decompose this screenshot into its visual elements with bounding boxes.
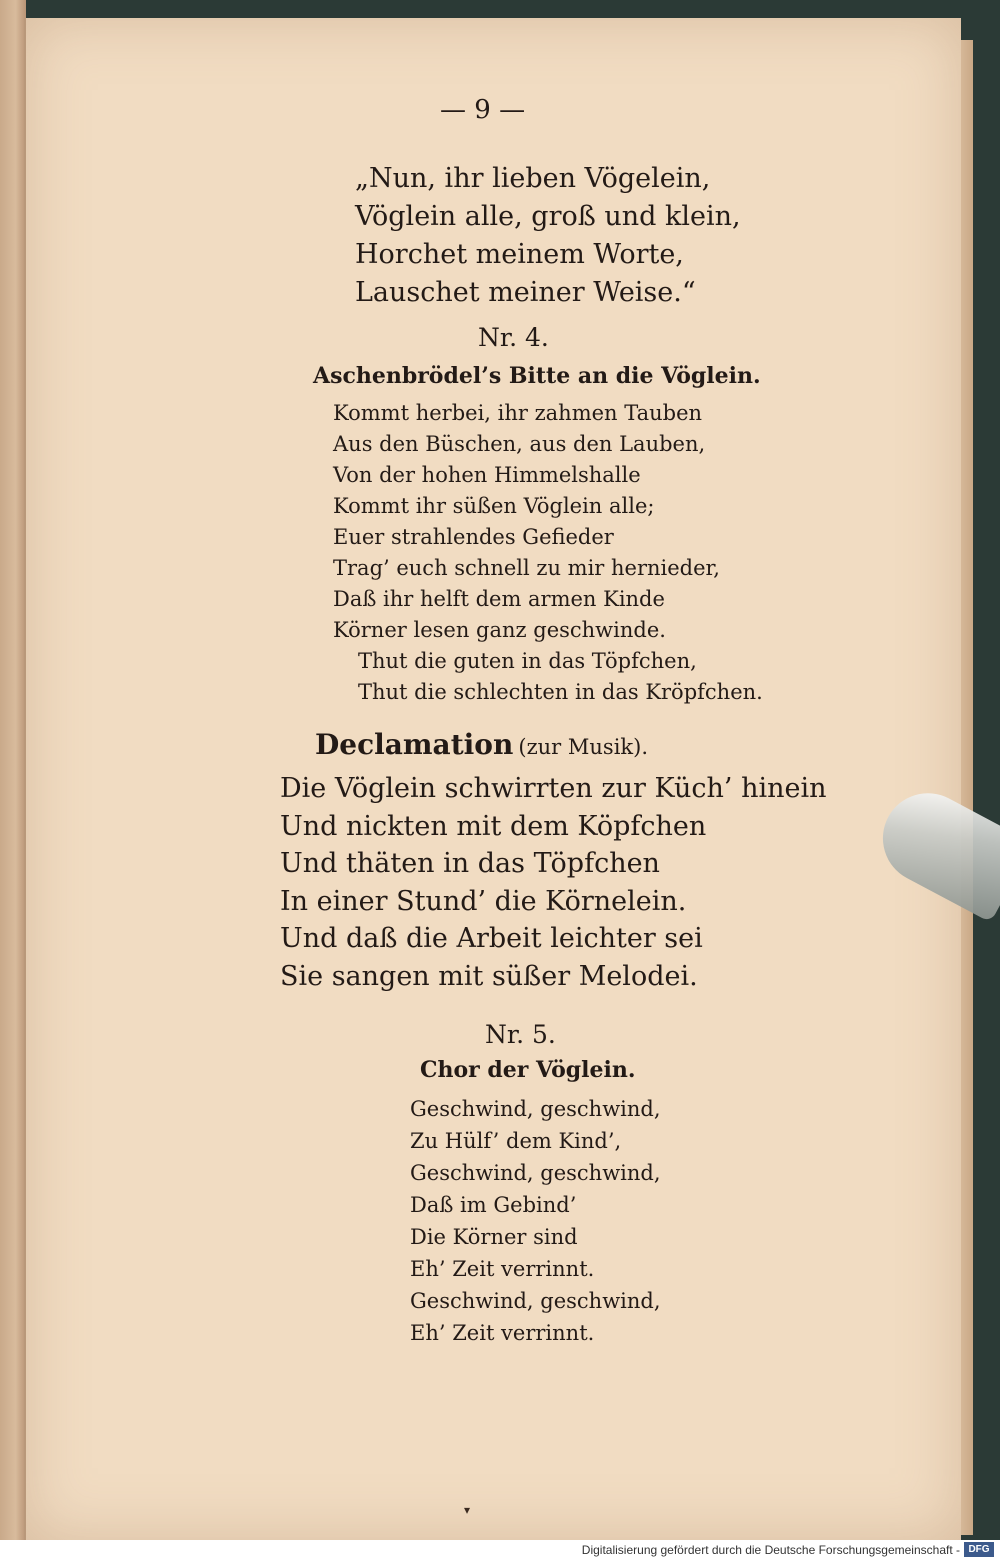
verse-line-indented: Thut die guten in das Töpfchen, [358,649,697,673]
verse-line: Zu Hülf’ dem Kind’, [410,1129,622,1153]
section-4-verse [333,398,763,708]
verse-line: Geschwind, geschwind, [410,1097,661,1121]
verse-line: Eh’ Zeit verrinnt. [410,1321,595,1345]
verse-line: Körner lesen ganz geschwinde. [333,618,666,642]
verse-line: Euer strahlendes Gefieder [333,525,614,549]
verse-line: Geschwind, geschwind, [410,1289,661,1313]
opening-stanza [355,160,741,312]
section-5-verse [410,1093,661,1349]
verse-line: Lauschet meiner Weise.“ [355,277,696,308]
section-4-title: Aschenbrödel’s Bitte an die Vöglein. [313,363,761,389]
declamation-heading [315,728,648,761]
section-5-title: Chor der Vöglein. [420,1057,636,1083]
verse-line: Und daß die Arbeit leichter sei [280,923,703,954]
verse-line: Und thäten in das Töpfchen [280,848,660,879]
verse-line: Daß im Gebind’ [410,1193,577,1217]
verse-line: In einer Stund’ die Körnelein. [280,885,687,917]
declamation-title: Declamation [315,728,514,761]
verse-line: Sie sangen mit süßer Melodei. [280,960,698,992]
page-number: — 9 — [440,95,526,125]
verse-line: Kommt ihr süßen Vöglein alle; [333,494,655,518]
verse-line-indented: Thut die schlechten in das Kröpfchen. [358,680,763,704]
verse-line: Die Vöglein schwirrten zur Küch’ hinein [280,773,827,804]
verse-line: Und nickten mit dem Köpfchen [280,810,707,842]
verse-line: „Nun, ihr lieben Vögelein, [355,163,711,194]
verse-line: Eh’ Zeit verrinnt. [410,1257,595,1281]
declamation-subtitle: (zur Musik). [518,735,648,759]
section-4-number: Nr. 4. [478,323,549,352]
verse-line: Vöglein alle, groß und klein, [355,201,741,232]
signature-mark: ▾ [464,1503,471,1517]
facing-page-edge [0,0,26,1540]
verse-line: Geschwind, geschwind, [410,1161,661,1185]
verse-line: Trag’ euch schnell zu mir hernieder, [333,556,720,580]
verse-line: Kommt herbei, ihr zahmen Tauben [333,401,703,425]
verse-line: Die Körner sind [410,1225,578,1249]
verse-line: Aus den Büschen, aus den Lauben, [333,432,706,456]
verse-line: Daß ihr helft dem armen Kinde [333,587,665,611]
dfg-logo: DFG [964,1542,994,1557]
verse-line: Horchet meinem Worte, [355,239,684,270]
section-5-number: Nr. 5. [485,1020,556,1049]
declamation-verse [280,770,827,995]
verse-line: Von der hohen Himmelshalle [333,463,641,487]
footer-credit: Digitalisierung gefördert durch die Deutsche Forschungsgemeinschaft - [581,1543,960,1557]
